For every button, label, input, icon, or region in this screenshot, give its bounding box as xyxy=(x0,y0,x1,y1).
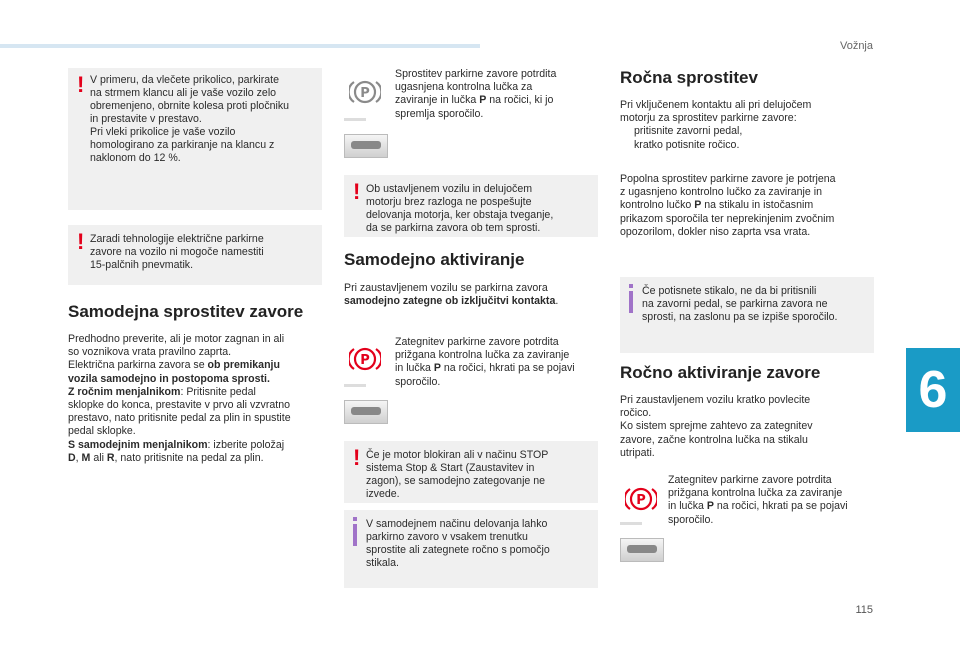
apply-confirm-text-2 xyxy=(668,474,878,527)
warning-line: Če je motor blokiran ali v načinu STOP xyxy=(366,449,549,461)
info-box-no-pedal xyxy=(620,277,874,353)
switch-shadow xyxy=(620,522,642,525)
warning-icon: ! xyxy=(353,179,361,204)
warning-icon: ! xyxy=(353,445,361,470)
text-line xyxy=(344,295,598,308)
text-line: utripati. xyxy=(620,446,655,459)
text-line: sporočilo. xyxy=(395,375,441,388)
info-icon xyxy=(629,291,633,313)
warning-icon: ! xyxy=(77,229,85,254)
text-span: na ročici, hkrati pa se pojavi xyxy=(440,362,575,375)
info-line: V samodejnem načinu delovanja lahko xyxy=(366,518,548,530)
warning-box-accelerate xyxy=(344,175,598,237)
text-span: na ročici, ki jo xyxy=(486,94,554,107)
text-span: , xyxy=(75,451,82,464)
text-line xyxy=(668,500,878,513)
heading-manual-release: Ročna sprostitev xyxy=(620,68,758,87)
warning-line: Pri vleki prikolice je vaše vozilo xyxy=(90,126,236,138)
text-span: : Pritisnite pedal xyxy=(180,385,256,398)
text-line: so voznikova vrata pravilno zaprta. xyxy=(68,346,232,359)
text-line: Predhodno preverite, ali je motor zagnan in ali xyxy=(68,333,285,345)
warning-line: izvede. xyxy=(366,488,400,500)
bold-span: P xyxy=(706,500,714,513)
parking-brake-off-icon xyxy=(349,78,381,106)
bold-span: Z ročnim menjalnikom xyxy=(68,385,181,398)
manual-release-text xyxy=(620,99,872,152)
text-line: prižgana kontrolna lučka za zaviranje xyxy=(395,349,570,362)
text-span: in lučka xyxy=(395,362,434,375)
chapter-tab: 6 xyxy=(906,348,960,432)
brake-switch-image xyxy=(344,134,388,158)
text-line: Pri vključenem kontaktu ali pri delujočem xyxy=(620,99,812,111)
warning-box-trailer xyxy=(68,68,322,210)
text-line: ugasnjena kontrolna lučka za xyxy=(395,81,533,94)
text-line: Pri zaustavljenem vozilu kratko povlecite xyxy=(620,394,811,406)
text-line: sklopke do konca, prestavite v prvo ali vzvratno xyxy=(68,399,290,412)
heading-auto-release: Samodejna sprostitev zavore xyxy=(68,302,304,321)
info-line: stikala. xyxy=(366,557,399,569)
text-line: prižgana kontrolna lučka za zaviranje xyxy=(668,487,843,500)
switch-shadow xyxy=(344,384,366,387)
info-line: na zavorni pedal, se parkirna zavora ne xyxy=(642,298,828,310)
warning-line: 15-palčnih pnevmatik. xyxy=(90,259,194,271)
auto-activation-text xyxy=(344,282,598,308)
heading-manual-activation: Ročno aktiviranje zavore xyxy=(620,363,821,382)
text-line: prikazom sporočila ter neprekinjenim zvočnim xyxy=(620,212,835,225)
text-span: kontrolno lučko xyxy=(620,199,695,212)
bold-span: samodejno zategne ob izključitvi kontakta xyxy=(344,295,556,308)
warning-line: Ob ustavljenem vozilu in delujočem xyxy=(366,183,533,195)
bold-span: P xyxy=(433,362,441,375)
manual-activation-text xyxy=(620,394,872,460)
header-bar xyxy=(0,44,480,48)
text-line: Ko sistem sprejme zahtevo za zategnitev xyxy=(620,420,813,433)
bold-span: P xyxy=(479,94,487,107)
warning-line: motorju brez razloga ne pospešujte xyxy=(366,196,532,208)
text-line xyxy=(395,362,605,375)
brake-switch-image xyxy=(620,538,664,562)
text-line: sporočilo. xyxy=(668,513,714,526)
text-span: Električna parkirna zavora se xyxy=(68,359,208,372)
bold-span: vozila samodejno in postopoma sprosti. xyxy=(68,372,270,385)
text-span: na ročici, hkrati pa se pojavi xyxy=(713,500,848,513)
text-span: na stikalu in istočasnim xyxy=(701,199,814,212)
warning-line: sistema Stop & Start (Zaustavitev in xyxy=(366,462,535,474)
bold-span: D xyxy=(68,451,76,464)
bullet-item xyxy=(620,125,872,138)
text-line: opozorilom, dokler niso zaprta vsa vrata. xyxy=(620,225,811,238)
text-line xyxy=(68,386,328,399)
text-line xyxy=(68,373,328,386)
bold-span: S samodejnim menjalnikom xyxy=(68,438,208,451)
warning-line: homologirano za parkiranje na klancu z xyxy=(90,139,275,151)
info-line: sprosti, na zaslonu pa se izpiše sporočilo. xyxy=(642,311,838,323)
warning-line: delovanja motorja, ker obstaja tveganje, xyxy=(366,209,554,221)
text-line: zavore, začne kontrolna lučka na stikalu xyxy=(620,433,808,446)
heading-auto-activation: Samodejno aktiviranje xyxy=(344,250,525,269)
warning-icon: ! xyxy=(77,72,85,97)
info-icon xyxy=(353,524,357,546)
text-span: pritisnite zavorni pedal, xyxy=(634,125,743,138)
svg-text:P: P xyxy=(360,353,370,368)
svg-text:P: P xyxy=(636,493,646,508)
text-line: Popolna sprostitev parkirne zavore je potrjena xyxy=(620,173,836,185)
info-line: parkirno zavoro v vsakem trenutku xyxy=(366,531,528,543)
warning-box-stop-start xyxy=(344,441,598,503)
bold-span: M xyxy=(81,451,91,464)
auto-release-text xyxy=(68,333,328,465)
page-number: 115 xyxy=(855,604,873,616)
parking-brake-on-icon xyxy=(625,485,657,513)
text-span: , nato pritisnite na pedal za plin. xyxy=(114,451,264,464)
text-line xyxy=(620,199,872,212)
text-line: Sprostitev parkirne zavore potrdita xyxy=(395,68,557,80)
text-line: Zategnitev parkirne zavore potrdita xyxy=(668,474,832,486)
text-line xyxy=(68,452,328,465)
parking-brake-on-icon xyxy=(349,345,381,373)
release-confirm-text xyxy=(395,68,595,121)
apply-confirm-text xyxy=(395,336,605,389)
text-span: : izberite položaj xyxy=(207,438,285,451)
text-span: kratko potisnite ročico. xyxy=(634,138,740,151)
warning-line: zavore na vozilo ni mogoče namestiti xyxy=(90,246,264,258)
text-line: spremlja sporočilo. xyxy=(395,107,484,120)
warning-line: zagon), se samodejno zategovanje ne xyxy=(366,475,546,487)
text-line: prestavo, nato pritisnite pedal za plin in spustite xyxy=(68,412,291,425)
bold-span: P xyxy=(694,199,702,212)
svg-text:P: P xyxy=(360,86,370,101)
warning-line: V primeru, da vlečete prikolico, parkirate xyxy=(90,74,280,86)
warning-line: Zaradi tehnologije električne parkirne xyxy=(90,233,264,245)
info-line: sprostite ali zategnete ročno s pomočjo xyxy=(366,544,550,556)
text-line: z ugasnjeno kontrolno lučko za zaviranje in xyxy=(620,186,822,199)
text-span: in lučka xyxy=(668,500,707,513)
full-release-text xyxy=(620,173,872,239)
switch-shadow xyxy=(344,118,366,121)
brake-switch-image xyxy=(344,400,388,424)
text-line: pedal sklopke. xyxy=(68,425,136,438)
text-line xyxy=(68,439,328,452)
text-span: ali xyxy=(90,451,107,464)
text-line: motorju za sprostitev parkirne zavore: xyxy=(620,112,797,125)
warning-line: obremenjeno, obrnite kolesa proti pločniku xyxy=(90,100,290,112)
warning-line: in prestavite v prestavo. xyxy=(90,113,202,125)
info-line: Če potisnete stikalo, ne da bi pritisnili xyxy=(642,285,817,297)
text-line: ročico. xyxy=(620,407,652,420)
text-span: zaviranje in lučka xyxy=(395,94,480,107)
warning-line: naklonom do 12 %. xyxy=(90,152,181,164)
text-line xyxy=(68,359,328,372)
bold-span: ob premikanju xyxy=(207,359,280,372)
section-name: Vožnja xyxy=(839,40,873,52)
text-line: Pri zaustavljenem vozilu se parkirna zavora xyxy=(344,282,548,294)
text-span: . xyxy=(555,295,559,308)
warning-box-tyres xyxy=(68,225,322,285)
text-line xyxy=(395,94,595,107)
info-box-manual-override xyxy=(344,510,598,588)
warning-line: da se parkirna zavora ob tem sprosti. xyxy=(366,222,541,234)
text-line: Zategnitev parkirne zavore potrdita xyxy=(395,336,559,348)
warning-line: na strmem klancu ali je vaše vozilo zelo xyxy=(90,87,277,99)
bold-span: R xyxy=(106,451,115,464)
bullet-item xyxy=(620,139,872,152)
